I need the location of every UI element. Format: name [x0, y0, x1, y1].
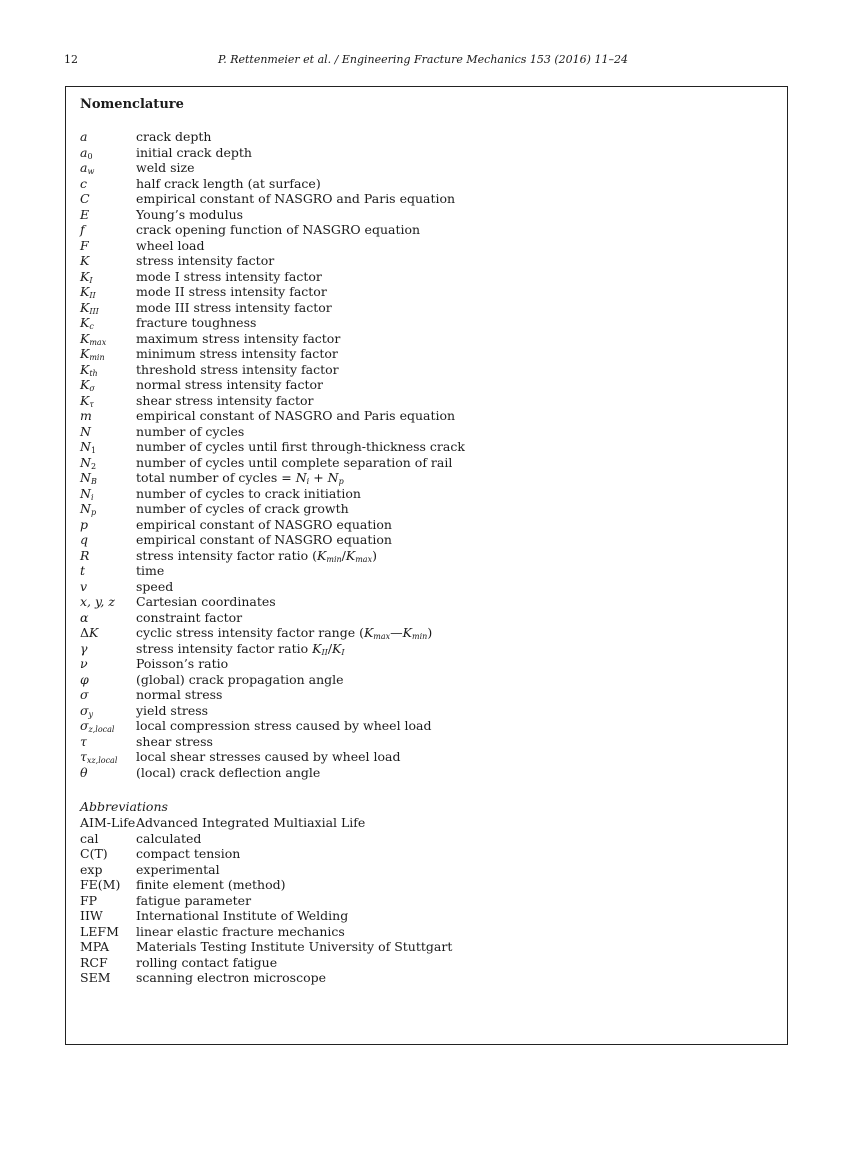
symbol: $N_B$	[80, 470, 97, 486]
symbol: K	[80, 253, 90, 268]
symbol: $\sigma_{z,local}$	[80, 718, 115, 734]
abbreviation: IIW	[80, 908, 103, 923]
symbol-description: (global) crack propagation angle	[136, 671, 344, 687]
symbol: γ	[80, 640, 88, 656]
symbol: q	[80, 532, 89, 547]
symbol: α	[80, 609, 89, 625]
symbol-description: Cartesian coordinates	[136, 594, 276, 609]
abbreviation: RCF	[80, 954, 108, 970]
symbol: $K_{II}$	[80, 284, 96, 300]
symbol: $N_i$	[80, 485, 94, 502]
symbol-description: crack depth	[136, 129, 212, 144]
abbreviation: cal	[80, 830, 99, 846]
symbol: t	[80, 563, 86, 578]
symbol-description: cyclic stress intensity factor range $(K_{max}—K_{min})$	[136, 625, 433, 641]
symbol: $K_{max}$	[80, 330, 107, 347]
abbreviation: SEM	[80, 970, 111, 985]
symbol-description: stress intensity factor	[136, 253, 275, 268]
symbol-description: local shear stresses caused by wheel load	[136, 749, 401, 764]
symbol-description: mode I stress intensity factor	[136, 268, 322, 284]
symbol: $K_{th}$	[80, 361, 98, 378]
symbol: R	[80, 547, 90, 563]
symbol: $\tau_{xz,local}$	[80, 749, 118, 765]
symbol-description: weld size	[136, 160, 195, 175]
abbreviation-description: rolling contact fatigue	[136, 954, 278, 970]
symbol-description: number of cycles of crack growth	[136, 501, 349, 516]
symbol: θ	[80, 764, 88, 780]
abbreviations-title: Abbreviations	[80, 799, 168, 814]
symbol: v	[80, 578, 88, 594]
abbreviation: exp	[80, 861, 103, 877]
symbol: $K_{III}$	[80, 299, 99, 316]
symbol: $N_1$	[80, 439, 97, 455]
abbreviation: LEFM	[80, 923, 119, 939]
nomenclature-title: Nomenclature	[80, 97, 184, 112]
symbol-description: normal stress intensity factor	[136, 377, 324, 392]
symbol: τ	[80, 733, 87, 749]
abbreviation-description: linear elastic fracture mechanics	[136, 923, 345, 939]
symbol: $a_w$	[80, 160, 95, 176]
abbreviation-description: Advanced Integrated Multiaxial Life	[136, 815, 366, 830]
abbreviation-description: calculated	[136, 830, 202, 846]
symbol: E	[80, 206, 90, 222]
symbol: φ	[80, 671, 89, 687]
symbol-description: initial crack depth	[136, 144, 252, 160]
symbol: a	[80, 129, 88, 144]
running-head: P. Rettenmeier et al. / Engineering Fracture Mechanics 153 (2016) 11–24	[218, 53, 628, 66]
symbol: $K_I$	[80, 268, 93, 285]
abbreviation: FP	[80, 892, 98, 908]
symbol-description: crack opening function of NASGRO equation	[136, 222, 421, 237]
symbol-description: number of cycles until first through-thickness crack	[136, 439, 465, 454]
symbol-description: fracture toughness	[136, 315, 257, 330]
symbol: $N_2$	[80, 454, 97, 471]
symbol: σ	[80, 687, 89, 702]
symbol: F	[80, 237, 89, 253]
symbol-description: half crack length (at surface)	[136, 175, 321, 191]
symbol-description: shear stress	[136, 733, 213, 749]
symbol-description: empirical constant of NASGRO equation	[136, 516, 392, 532]
abbreviation-description: fatigue parameter	[136, 892, 252, 908]
symbol-description: number of cycles	[136, 423, 245, 439]
symbol: c	[80, 175, 88, 191]
symbol-description: mode II stress intensity factor	[136, 284, 327, 299]
abbreviation-description: experimental	[136, 861, 220, 877]
symbol-description: total number of cycles = $N_i + N_p$	[136, 470, 344, 486]
description-text: cyclic stress intensity factor range (	[136, 625, 364, 640]
symbol-description: wheel load	[136, 237, 205, 253]
symbol: x, y, z	[80, 594, 115, 609]
page-number: 12	[64, 53, 78, 66]
description-text: stress intensity factor ratio	[136, 640, 313, 656]
symbol: C	[80, 191, 90, 206]
symbol-description: empirical constant of NASGRO and Paris equation	[136, 408, 456, 423]
symbol: m	[80, 408, 92, 423]
symbol-description: normal stress	[136, 687, 223, 702]
abbreviation: AIM-Life	[80, 815, 136, 830]
abbreviation-description: Materials Testing Institute University of Stuttgart	[136, 939, 453, 954]
symbol: $a_0$	[80, 144, 93, 161]
symbol-description: Young’s modulus	[136, 206, 244, 222]
symbol: $K_\tau$	[80, 392, 94, 409]
symbol-description: local compression stress caused by wheel load	[136, 718, 432, 733]
symbol-description: Poisson’s ratio	[136, 656, 229, 671]
symbol-description: yield stress	[136, 702, 209, 718]
symbol-description: maximum stress intensity factor	[136, 330, 341, 346]
symbol: $K_{min}$	[80, 346, 105, 362]
symbol: $N_p$	[80, 501, 97, 517]
symbol-description: speed	[136, 578, 174, 594]
symbol: f	[80, 222, 85, 237]
symbol-description: mode III stress intensity factor	[136, 299, 332, 315]
description-text: total number of cycles =	[136, 470, 296, 485]
abbreviation-description: International Institute of Welding	[136, 908, 349, 923]
nomenclature-box	[65, 86, 788, 1045]
abbreviation-description: compact tension	[136, 846, 241, 861]
symbol-description: minimum stress intensity factor	[136, 346, 338, 361]
symbol-description: empirical constant of NASGRO and Paris equation	[136, 191, 456, 206]
symbol-description: stress intensity factor ratio $K_{II}/K_I$	[136, 640, 345, 657]
symbol-description: (local) crack deflection angle	[136, 764, 321, 780]
symbol: $K_c$	[80, 315, 94, 331]
symbol-description: threshold stress intensity factor	[136, 361, 339, 377]
symbol-description: stress intensity factor ratio $(K_{min}/K_{max})$	[136, 547, 377, 564]
symbol-description: constraint factor	[136, 609, 243, 625]
symbol-description: empirical constant of NASGRO equation	[136, 532, 392, 547]
symbol: ν	[80, 656, 88, 671]
abbreviation: FE(M)	[80, 877, 121, 892]
symbol: p	[80, 516, 89, 532]
symbol-description: time	[136, 563, 165, 578]
symbol: N	[80, 423, 91, 439]
symbol-description: shear stress intensity factor	[136, 392, 314, 408]
abbreviation: MPA	[80, 939, 110, 954]
abbreviation-description: finite element (method)	[136, 877, 286, 892]
description-text: stress intensity factor ratio (	[136, 547, 318, 563]
symbol-description: number of cycles until complete separation of rail	[136, 454, 453, 470]
abbreviation-description: scanning electron microscope	[136, 970, 327, 985]
symbol: $K_\sigma$	[80, 377, 95, 393]
symbol: $\sigma_y$	[80, 702, 94, 719]
symbol: ΔK	[80, 625, 99, 640]
abbreviation: C(T)	[80, 846, 108, 861]
symbol-description: number of cycles to crack initiation	[136, 485, 361, 501]
